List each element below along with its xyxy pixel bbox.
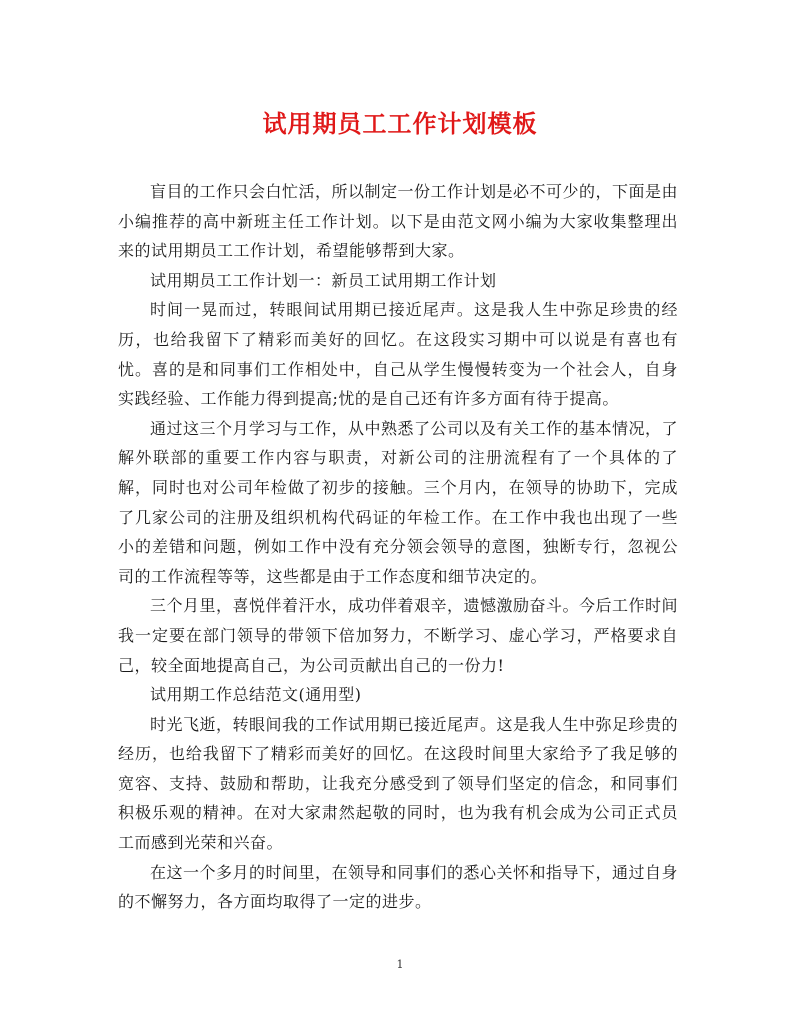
paragraph: 在这一个多月的时间里，在领导和同事们的悉心关怀和指导下，通过自身的不懈努力，各方面均取得了一定的进步。 bbox=[118, 862, 679, 912]
document-body bbox=[118, 177, 678, 917]
document-title: 试用期员工工作计划模板 bbox=[262, 109, 538, 138]
paragraph: 通过这三个月学习与工作，从中熟悉了公司以及有关工作的基本情况，了解外联部的重要工作内容与职责，对新公司的注册流程有了一个具体的了解，同时也对公司年检做了初步的接触。三个月内，在领导的协助下，完成了几家公司的注册及组织机构代码证的年检工作。在工作中我也出现了一些小的差错和问题，例如工作中没有充分领会领导的意图，独断专行，忽视公司的工作流程等等，这些都是由于工作态度和细节决定的。 bbox=[118, 418, 679, 586]
paragraph: 三个月里，喜悦伴着汗水，成功伴着艰辛，遗憾激励奋斗。今后工作时间我一定要在部门领导的带领下倍加努力，不断学习、虚心学习，严格要求自己，较全面地提高自己，为公司贡献出自己的一份力! bbox=[118, 596, 679, 675]
page-number: 1 bbox=[396, 958, 404, 971]
paragraph: 时间一晃而过，转眼间试用期已接近尾声。这是我人生中弥足珍贵的经历，也给我留下了精彩而美好的回忆。在这段实习期中可以说是有喜也有忧。喜的是和同事们工作相处中，自己从学生慢慢转变为一个社会人，自身实践经验、工作能力得到提高;忧的是自己还有许多方面有待于提高。 bbox=[118, 300, 678, 409]
paragraph: 时光飞逝，转眼间我的工作试用期已接近尾声。这是我人生中弥足珍贵的经历，也给我留下了精彩而美好的回忆。在这段时间里大家给予了我足够的宽容、支持、鼓励和帮助，让我充分感受到了领导们坚定的信念，和同事们积极乐观的精神。在对大家肃然起敬的同时，也为我有机会成为公司正式员工而感到光荣和兴奋。 bbox=[118, 714, 679, 853]
section-heading-plan-one: 试用期员工工作计划一：新员工试用期工作计划 bbox=[150, 270, 497, 290]
paragraph-intro: 盲目的工作只会白忙活，所以制定一份工作计划是必不可少的，下面是由小编推荐的高中新班主任工作计划。以下是由范文网小编为大家收集整理出来的试用期员工工作计划，希望能够帮到大家。 bbox=[118, 182, 679, 261]
section-heading-summary: 试用期工作总结范文(通用型) bbox=[150, 685, 362, 705]
